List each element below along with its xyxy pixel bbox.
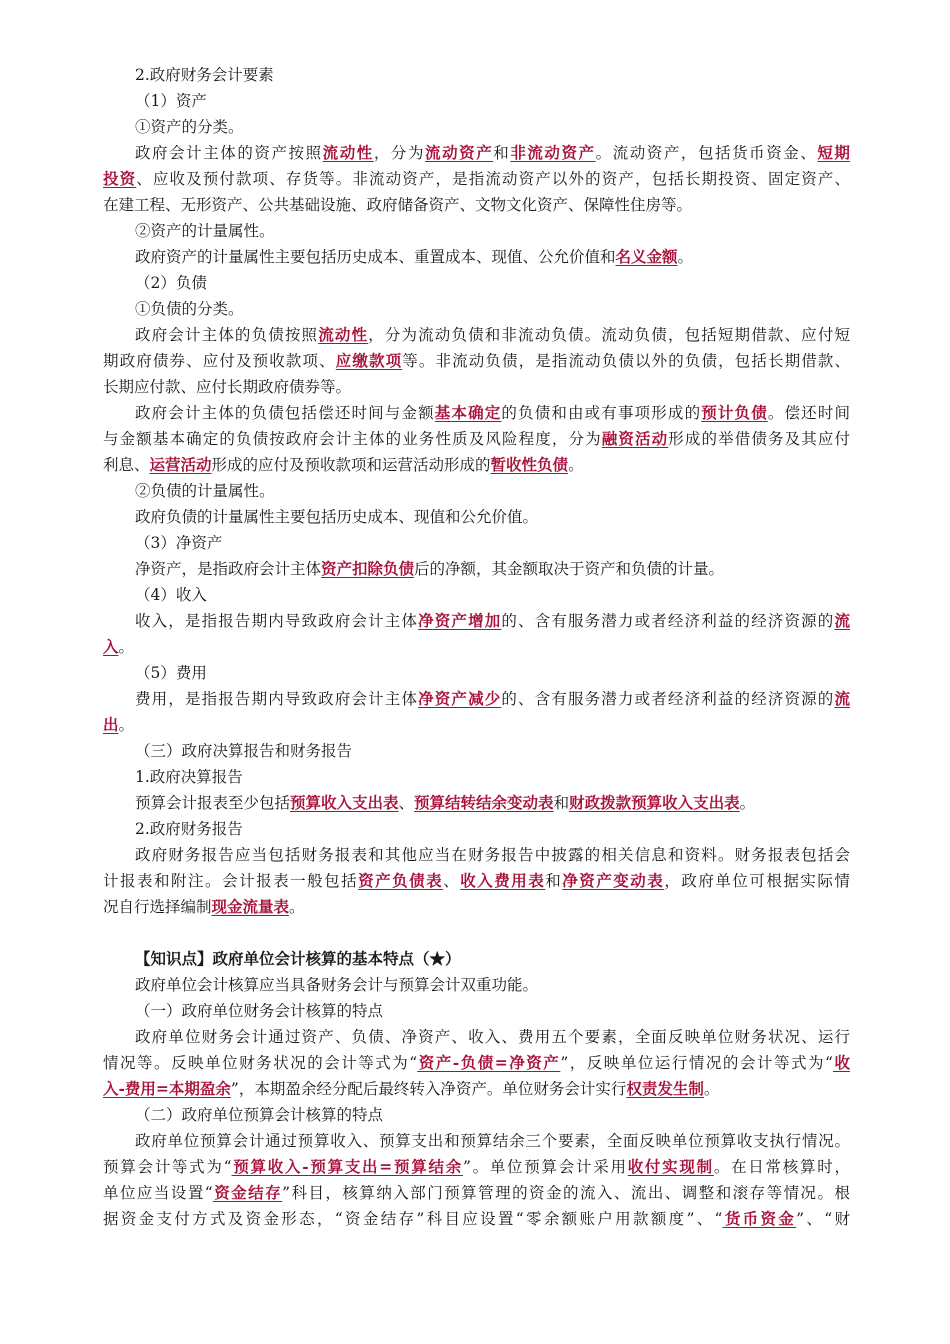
highlighted-term: 入	[103, 637, 119, 656]
text-line	[103, 894, 850, 920]
highlighted-term: 权责发生制	[626, 1079, 704, 1098]
text-segment: （5）费用	[135, 664, 207, 682]
text-line	[103, 62, 850, 88]
text-segment: 政府单位财务会计通过资产、负债、净资产、收入、费用五个要素，全面反映单位财务状况、运行	[135, 1028, 850, 1046]
highlighted-term: 流动资产	[425, 143, 494, 162]
text-segment: ，分为	[373, 144, 426, 162]
text-segment: 政府资产的计量属性主要包括历史成本、重置成本、现值、公允价值和	[135, 248, 616, 266]
highlighted-term: 预算结转结余变动表	[414, 793, 554, 812]
text-line	[103, 1206, 850, 1232]
text-segment: 和	[545, 872, 563, 890]
text-segment: 长期应付款、应付长期政府债券等。	[103, 378, 352, 396]
highlighted-term: 资产扣除负债	[321, 559, 415, 578]
text-segment: 。	[568, 456, 584, 474]
highlighted-term: 暂收性负债	[490, 455, 569, 474]
text-segment: 净资产，是指政府会计主体	[135, 560, 322, 578]
highlighted-term: 财政拨款预算收入支出表	[569, 793, 740, 812]
text-segment: 的负债和由或有事项形成的	[501, 404, 702, 422]
text-segment: 预算会计报表至少包括	[135, 794, 291, 812]
text-segment: ，分为流动负债和非流动负债。流动负债，包括短期借款、应付短	[368, 326, 850, 344]
text-line	[103, 1102, 850, 1128]
text-line	[103, 556, 850, 582]
text-segment: 。	[739, 794, 756, 812]
text-segment: ”。单位预算会计采用	[462, 1158, 628, 1176]
text-line	[103, 374, 850, 400]
text-line	[103, 244, 850, 270]
highlighted-term: 净资产变动表	[562, 871, 665, 890]
text-segment: 。在日常核算时，	[713, 1158, 850, 1176]
text-line	[103, 1076, 850, 1102]
text-segment: ②资产的计量属性。	[135, 222, 275, 240]
text-segment: 、应收及预付款项、存货等。非流动资产，是指流动资产以外的资产，包括长期投资、固定资产、	[136, 170, 850, 188]
text-segment: 等。非流动负债，是指流动负债以外的负债，包括长期借款、	[402, 352, 850, 370]
text-line	[103, 1180, 850, 1206]
text-line	[103, 426, 850, 452]
text-line	[103, 738, 850, 764]
text-segment: 。偿还时间	[767, 404, 850, 422]
text-segment: （2）负债	[135, 274, 207, 292]
highlighted-term: 投资	[103, 169, 137, 188]
text-line	[103, 712, 850, 738]
text-segment: ，政府单位可根据实际情	[664, 872, 850, 890]
text-segment: ①负债的分类。	[135, 300, 244, 318]
text-segment: ”科目，核算纳入部门预算管理的资金的流入、流出、调整和滚存等情况。根	[282, 1184, 850, 1202]
text-line	[103, 842, 850, 868]
text-line	[103, 998, 850, 1024]
text-segment: 。	[677, 248, 694, 266]
highlighted-term: 流动性	[318, 325, 369, 344]
highlighted-term: 预算收入-预算支出=预算结余	[231, 1157, 463, 1176]
text-segment: 与金额基本确定的负债按政府会计主体的业务性质及风险程度，分为	[103, 430, 602, 448]
text-segment: 在建工程、无形资产、公共基础设施、政府储备资产、文物文化资产、保障性住房等。	[103, 196, 693, 214]
text-segment: （1）资产	[135, 92, 207, 110]
text-line	[103, 1024, 850, 1050]
highlighted-term: 收	[832, 1053, 850, 1072]
text-line	[103, 400, 850, 426]
text-segment: 、	[398, 794, 415, 812]
text-line	[103, 114, 850, 140]
highlighted-term: 净资产增加	[418, 611, 502, 630]
text-line	[103, 608, 850, 634]
text-line	[103, 322, 850, 348]
highlighted-term: 名义金额	[615, 247, 678, 266]
text-segment: 形成的应付及预收款项和运营活动形成的	[211, 456, 491, 474]
text-segment: （一）政府单位财务会计核算的特点	[135, 1002, 384, 1020]
text-segment: 。	[289, 898, 305, 916]
highlighted-term: 流	[834, 689, 850, 708]
text-segment: 政府会计主体的资产按照	[135, 144, 323, 162]
text-segment: ”，本期盈余经分配后最终转入净资产。单位财务会计实行	[230, 1080, 627, 1098]
text-line	[103, 1154, 850, 1180]
text-segment: 【知识点】政府单位会计核算的基本特点（★）	[135, 949, 461, 968]
highlighted-term: 基本确定	[434, 403, 502, 422]
text-segment: ”、“财	[796, 1210, 850, 1228]
text-segment: 情况等。反映单位财务状况的会计等式为“	[103, 1054, 418, 1072]
text-segment: 。	[118, 638, 135, 656]
text-segment: 。	[703, 1080, 720, 1098]
text-line	[103, 660, 850, 686]
text-segment: （二）政府单位预算会计核算的特点	[135, 1106, 384, 1124]
paragraph-gap	[103, 920, 850, 946]
highlighted-term: 收入费用表	[460, 871, 546, 890]
text-line	[103, 348, 850, 374]
text-segment: 收入，是指报告期内导致政府会计主体	[135, 612, 419, 630]
highlighted-term: 流	[834, 611, 850, 630]
highlighted-term: 收付实现制	[627, 1157, 714, 1176]
text-segment: 政府单位预算会计通过预算收入、预算支出和预算结余三个要素，全面反映单位预算收支执行情况。	[135, 1132, 850, 1150]
text-line	[103, 452, 850, 478]
highlighted-term: 资产-负债=净资产	[417, 1053, 561, 1072]
text-segment: 费用，是指报告期内导致政府会计主体	[135, 690, 419, 708]
highlighted-term: 资金结存	[212, 1183, 283, 1202]
text-line	[103, 166, 850, 192]
text-line	[103, 140, 850, 166]
highlighted-term: 融资活动	[601, 429, 669, 448]
text-line	[103, 686, 850, 712]
text-line	[103, 270, 850, 296]
text-segment: 政府财务报告应当包括财务报表和其他应当在财务报告中披露的相关信息和资料。财务报表包括会	[135, 846, 850, 864]
highlighted-term: 预计负债	[701, 403, 768, 422]
text-line	[103, 582, 850, 608]
text-line	[103, 1050, 850, 1076]
text-segment: 政府负债的计量属性主要包括历史成本、现值和公允价值。	[135, 508, 539, 526]
text-segment: 期政府债券、应付及预收款项、	[103, 352, 336, 370]
highlighted-term: 资产负债表	[358, 871, 444, 890]
text-segment: 2.政府财务会计要素	[135, 66, 274, 84]
highlighted-term: 出	[103, 715, 119, 734]
highlighted-term: 流动性	[322, 143, 374, 162]
text-segment: 政府会计主体的负债包括偿还时间与金额	[135, 404, 435, 422]
text-line	[103, 504, 850, 530]
text-segment: （3）净资产	[135, 534, 223, 552]
text-segment: 政府单位会计核算应当具备财务会计与预算会计双重功能。	[135, 976, 539, 994]
text-segment: 、	[443, 872, 461, 890]
text-segment: 的、含有服务潜力或者经济利益的经济资源的	[501, 690, 835, 708]
text-segment: ①资产的分类。	[135, 118, 244, 136]
text-segment: 单位应当设置“	[103, 1184, 213, 1202]
text-segment: （三）政府决算报告和财务报告	[135, 742, 353, 760]
highlighted-term: 运营活动	[149, 455, 212, 474]
text-line	[103, 790, 850, 816]
highlighted-term: 货币资金	[722, 1209, 797, 1228]
text-line	[103, 634, 850, 660]
text-segment: 计报表和附注。会计报表一般包括	[103, 872, 359, 890]
highlighted-term: 入-费用=本期盈余	[103, 1079, 231, 1098]
text-segment: （4）收入	[135, 586, 207, 604]
text-segment: 形成的举借债务及其应付	[668, 430, 850, 448]
text-segment: 的、含有服务潜力或者经济利益的经济资源的	[501, 612, 835, 630]
text-segment: 和	[493, 144, 511, 162]
highlighted-term: 短期	[817, 143, 850, 162]
text-line	[103, 868, 850, 894]
text-segment: 。流动资产，包括货币资金、	[595, 144, 818, 162]
text-segment: ②负债的计量属性。	[135, 482, 275, 500]
text-segment: 况自行选择编制	[103, 898, 212, 916]
text-segment: 和	[553, 794, 570, 812]
highlighted-term: 预算收入支出表	[290, 793, 399, 812]
text-line	[103, 296, 850, 322]
highlighted-term: 应缴款项	[335, 351, 403, 370]
text-segment: 政府会计主体的负债按照	[135, 326, 319, 344]
text-segment: 预算会计等式为“	[103, 1158, 232, 1176]
text-line	[103, 530, 850, 556]
text-line	[103, 218, 850, 244]
text-segment: 。	[118, 716, 135, 734]
text-segment: 后的净额，其金额取决于资产和负债的计量。	[414, 560, 725, 578]
highlighted-term: 现金流量表	[211, 897, 290, 916]
text-line	[103, 88, 850, 114]
text-segment: 1.政府决算报告	[135, 768, 243, 786]
text-segment: 2.政府财务报告	[135, 820, 243, 838]
text-segment: 据资金支付方式及资金形态，“资金结存”科目应设置“零余额账户用款额度”、“	[103, 1210, 723, 1228]
text-line	[103, 972, 850, 998]
text-line	[103, 478, 850, 504]
highlighted-term: 非流动资产	[510, 143, 596, 162]
text-line	[103, 946, 850, 972]
text-line	[103, 192, 850, 218]
text-line	[103, 764, 850, 790]
highlighted-term: 净资产减少	[418, 689, 502, 708]
text-segment: 利息、	[103, 456, 150, 474]
text-segment: ”，反映单位运行情况的会计等式为“	[560, 1054, 833, 1072]
text-line	[103, 1128, 850, 1154]
text-line	[103, 816, 850, 842]
